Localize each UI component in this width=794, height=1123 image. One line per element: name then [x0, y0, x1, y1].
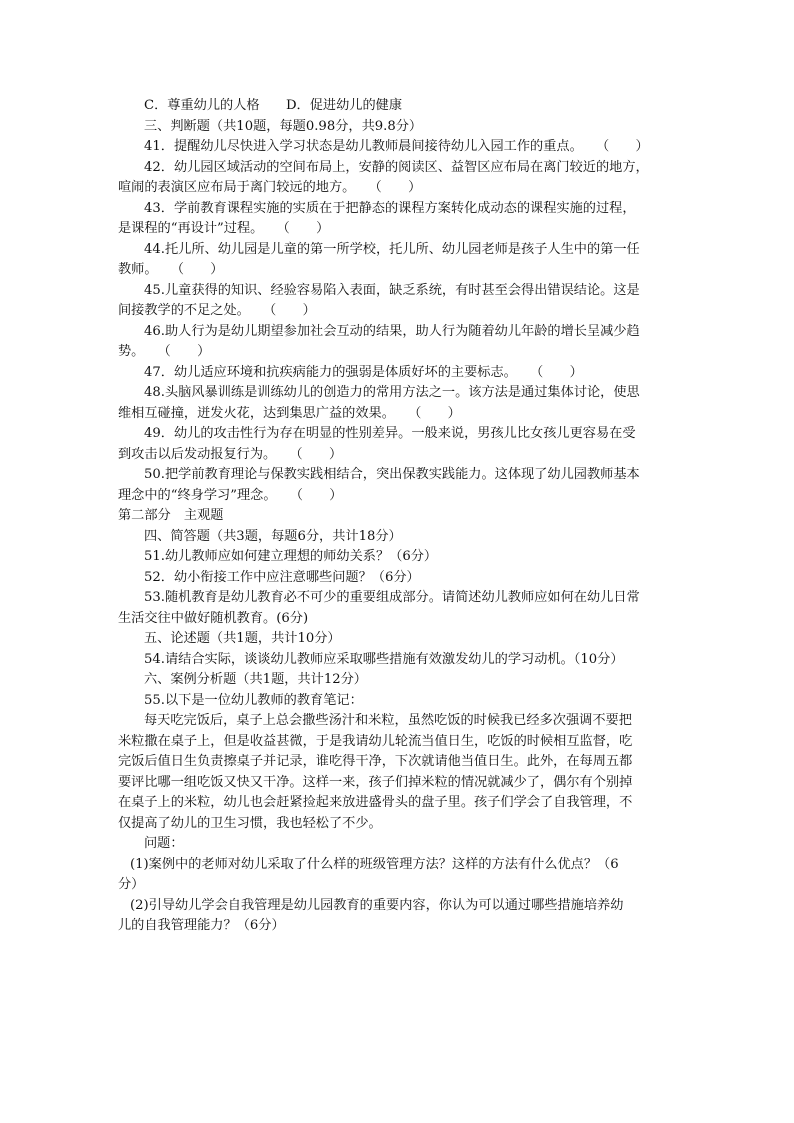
question-44: 44.托儿所、幼儿园是儿童的第一所学校，托儿所、幼儿园老师是孩子人生中的第一任: [144, 241, 640, 257]
question-53: 53.随机教育是幼儿教育必不可少的重要组成部分。请简述幼儿教师应如何在幼儿日常: [144, 590, 640, 605]
section-heading: 六、案例分析题（共1题，共计12分）: [144, 672, 367, 687]
question-50: 50.把学前教育理论与保教实践相结合，突出保教实践能力。这体现了幼儿园教师基本: [144, 467, 640, 482]
question-53-cont: 生活交往中做好随机教育。(6分): [118, 610, 309, 626]
document-page: [118, 96, 678, 937]
question-46: 46.助人行为是幼儿期望参加社会互动的结果，助人行为随着幼儿年龄的增长呈减少趋: [144, 323, 640, 339]
question-42: 42．幼儿园区域活动的空间布局上，安静的阅读区、益智区应布局在离门较近的地方，: [144, 159, 649, 175]
case-paragraph-cont: 米粒撒在桌子上，但是收益甚微，于是我请幼儿轮流当值日生，吃饭的时候相互监督，吃: [118, 733, 633, 749]
question-48: 48.头脑风暴训练是训练幼儿的创造力的常用方法之一。该方法是通过集体讨论，使思: [144, 385, 640, 400]
question-45-cont: 间接教学的不足之处。 （ ）: [118, 303, 316, 318]
text-line: C．尊重幼儿的人格 D．促进幼儿的健康: [144, 98, 403, 113]
question-55: 55.以下是一位幼儿教师的教育笔记：: [144, 692, 363, 708]
section-heading: 五、论述题（共1题，共计10分）: [144, 631, 341, 646]
question-49-cont: 到攻击以后发动报复行为。 （ ）: [118, 446, 343, 462]
question-50-cont: 理念中的“终身学习”理念。 （ ）: [118, 487, 343, 503]
sub-question-2: (2)引导幼儿学会自我管理是幼儿园教育的重要内容，你认为可以通过哪些措施培养幼: [130, 897, 624, 913]
questions-label: 问题：: [144, 836, 184, 851]
question-52: 52．幼小衔接工作中应注意哪些问题？（6分）: [144, 569, 420, 585]
question-44-cont: 教师。 （ ）: [118, 262, 224, 277]
section-heading: 三、判断题（共10题，每题0.98分，共9.8分）: [144, 118, 423, 134]
question-51: 51.幼儿教师应如何建立理想的师幼关系？（6分）: [144, 549, 438, 564]
case-paragraph: 每天吃完饭后，桌子上总会撒些汤汁和米粒，虽然吃饭的时候我已经多次强调不要把: [144, 713, 632, 728]
case-paragraph-cont: 完饭后值日生负责擦桌子并记录，谁吃得干净，下次就请他当值日生。此外，在每周五都: [118, 754, 633, 769]
sub-question-1-cont: 分）: [118, 877, 145, 892]
sub-question-2-cont: 儿的自我管理能力？（6分）: [118, 918, 285, 933]
question-41: 41．提醒幼儿尽快进入学习状态是幼儿教师晨间接待幼儿入园工作的重点。 （ ）: [144, 139, 649, 154]
question-42-cont: 喧闹的表演区应布局于离门较远的地方。 （ ）: [118, 180, 422, 195]
section-heading: 四、简答题（共3题，每题6分，共计18分）: [144, 528, 402, 544]
question-49: 49．幼儿的攻击性行为存在明显的性别差异。一般来说，男孩儿比女孩儿更容易在受: [144, 426, 636, 441]
part-heading: 第二部分 主观题: [118, 508, 224, 523]
question-45: 45.儿童获得的知识、经验容易陷入表面，缺乏系统，有时甚至会得出错误结论。这是: [144, 282, 640, 298]
case-paragraph-cont: 要评比哪一组吃饭又快又干净。这样一来，孩子们掉米粒的情况就减少了，偶尔有个别掉: [118, 774, 633, 790]
question-54: 54.请结合实际，谈谈幼儿教师应采取哪些措施有效激发幼儿的学习动机。（10分）: [144, 651, 624, 667]
question-47: 47．幼儿适应环境和抗疾病能力的强弱是体质好坏的主要标志。 （ ）: [144, 364, 583, 380]
question-48-cont: 维相互碰撞，迸发火花，达到集思广益的效果。 （ ）: [118, 405, 461, 421]
question-46-cont: 势。 （ ）: [118, 344, 211, 359]
sub-question-1: (1)案例中的老师对幼儿采取了什么样的班级管理方法？这样的方法有什么优点？（6: [130, 856, 619, 872]
question-43-cont: 是课程的“再设计”过程。 （ ）: [118, 221, 330, 236]
case-paragraph-cont: 仅提高了幼儿的卫生习惯，我也轻松了不少。: [118, 815, 382, 831]
case-paragraph-cont: 在桌子上的米粒，幼儿也会赶紧捡起来放进盛骨头的盘子里。孩子们学会了自我管理，不: [118, 795, 633, 810]
question-43: 43．学前教育课程实施的实质在于把静态的课程方案转化成动态的课程实施的过程，: [144, 200, 636, 216]
